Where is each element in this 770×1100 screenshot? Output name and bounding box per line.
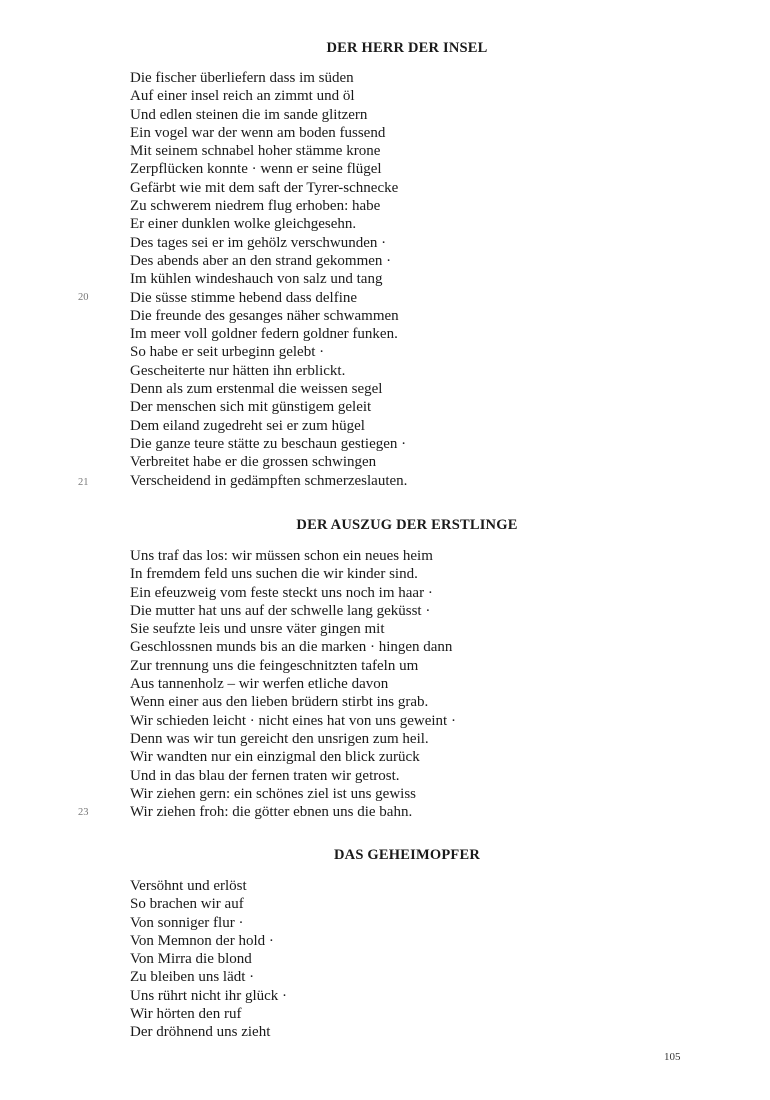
poem-line: Auf einer insel reich an zimmt und öl [130,88,355,105]
poem-line: Verbreitet habe er die grossen schwingen [130,454,377,471]
poem-line: Denn als zum erstenmal die weissen segel [130,381,383,398]
poem-line: In fremdem feld uns suchen die wir kinder sind. [130,566,418,583]
poem-title: DER AUSZUG DER ERSTLINGE [296,517,518,533]
poem-line: Er einer dunklen wolke gleichgesehn. [130,216,357,233]
poem-line: Die mutter hat uns auf der schwelle lang geküsst · [130,602,431,619]
poem-line: Wir wandten nur ein einzigmal den blick zurück [130,749,420,766]
poem-line: Des abends aber an den strand gekommen · [130,252,392,269]
poem-line: Uns rührt nicht ihr glück · [130,987,288,1004]
poem-line: Die süsse stimme hebend dass delfine [130,289,358,306]
poem-stanza [130,69,650,490]
poem-stanza [130,547,650,821]
poem-line: Wenn einer aus den lieben brüdern stirbt ins grab. [130,694,429,711]
poem-line: Uns traf das los: wir müssen schon ein neues heim [130,548,433,564]
margin-line-number: 20 [78,292,89,303]
poem-line: Zerpflücken konnte · wenn er seine flügel [130,161,382,178]
poem-line: Sie seufzte leis und unsre väter gingen mit [130,621,385,638]
poem-line: Im kühlen windeshauch von salz und tang [130,271,383,288]
poem-line: Geschlossnen munds bis an die marken · hingen dann [130,639,453,656]
poem-line: Die ganze teure stätte zu beschaun gestiegen · [130,435,407,452]
poem-line: So habe er seit urbeginn gelebt · [130,344,325,361]
margin-line-number: 21 [78,477,89,488]
poem-line: Die freunde des gesanges näher schwammen [130,307,399,324]
poem-line: Versöhnt und erlöst [130,878,247,894]
poem-line: Von Mirra die blond [130,951,252,968]
poem-line: Zu schwerem niedrem flug erhoben: habe [130,198,381,215]
poem-line: Zu bleiben uns lädt · [130,969,255,986]
poem-line: Dem eiland zugedreht sei er zum hügel [130,417,365,434]
poem-line: So brachen wir auf [130,896,244,913]
poem-line: Und edlen steinen die im sande glitzern [130,106,368,123]
poem-line: Und in das blau der fernen traten wir getrost. [130,767,400,784]
poem-line: Denn was wir tun gereicht den unsrigen zum heil. [130,730,429,747]
poem-line: Des tages sei er im gehölz verschwunden · [130,234,387,251]
poem-line: Der menschen sich mit günstigem geleit [130,399,372,416]
poem-line: Verscheidend in gedämpften schmerzeslauten. [130,472,408,489]
poem-line: Gescheiterte nur hätten ihn erblickt. [130,362,346,379]
poem-line: Gefärbt wie mit dem saft der Tyrer-schnecke [130,179,399,196]
poem-line: Wir ziehen froh: die götter ebnen uns die bahn. [130,804,413,821]
poem-line: Wir schieden leicht · nicht eines hat von uns geweint · [130,712,456,729]
poem-line: Ein efeuzweig vom feste steckt uns noch im haar · [130,584,433,601]
poem-line: Ein vogel war der wenn am boden fussend [130,124,386,141]
poem-line: Aus tannenholz – wir werfen etliche davon [130,676,389,693]
poem-title: DAS GEHEIMOPFER [334,847,480,863]
poem-line: Die fischer überliefern dass im süden [130,70,354,86]
poem-title: DER HERR DER INSEL [326,40,488,56]
poem-stanza [130,877,650,1042]
poem-line: Zur trennung uns die feingeschnitzten tafeln um [130,657,419,674]
poem-line: Von Memnon der hold · [130,932,274,949]
poem-line: Der dröhnend uns zieht [130,1024,271,1041]
page-number: 105 [664,1051,681,1063]
margin-line-number: 23 [78,807,89,818]
poem-line: Mit seinem schnabel hoher stämme krone [130,143,381,160]
poem-line: Wir ziehen gern: ein schönes ziel ist uns gewiss [130,785,416,802]
poem-line: Im meer voll goldner federn goldner funken. [130,326,398,343]
poem-line: Wir hörten den ruf [130,1006,242,1023]
poem-line: Von sonniger flur · [130,914,244,931]
